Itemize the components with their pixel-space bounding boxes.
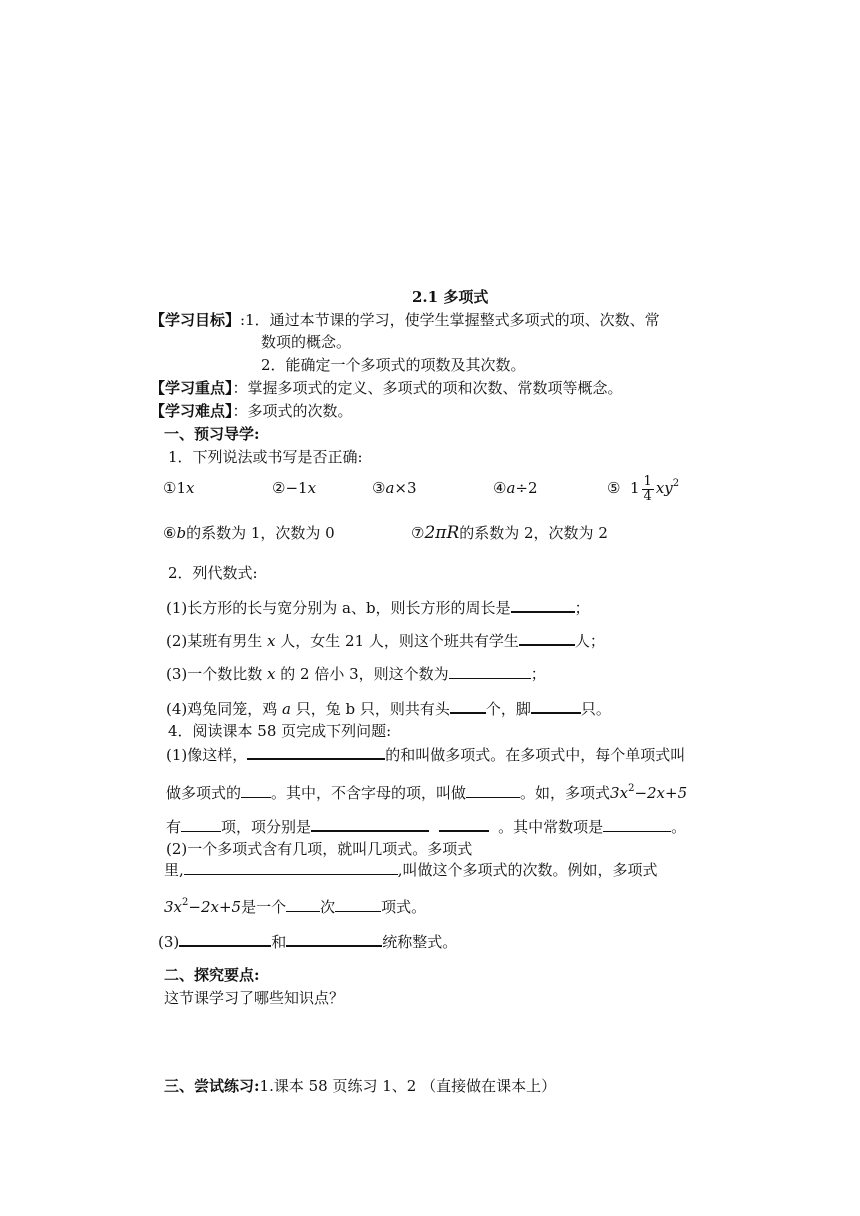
answer-blank[interactable] [181,817,221,832]
option-7: ⑦2πR的系数为 2，次数为 2 [411,523,608,543]
key-points-text: ：掌握多项式的定义、多项式的项和次数、常数项等概念。 [232,379,623,397]
q2-item-1: (1)长方形的长与宽分别为 a、b，则长方形的周长是 ； [166,599,590,617]
option-6: ⑥b的系数为 1，次数为 0 [163,524,335,542]
q2-item-3: (3)一个数比数 x 的 2 倍小 3，则这个数为 ； [166,665,546,683]
answer-blank[interactable] [511,597,575,613]
answer-blank[interactable] [449,664,531,679]
option-5: ⑤ 1 $\frac{1}{4}$ $xy^2$ [607,473,680,504]
answer-blank[interactable] [603,817,671,832]
goals-item-1: 1．通过本节课的学习，使学生掌握整式多项式的项、次数、常 [245,311,660,329]
key-points-line [150,378,623,398]
option-3: ③a×3 [372,479,417,497]
option-2: ②−1x [272,479,317,497]
answer-blank[interactable] [439,816,489,832]
answer-blank[interactable] [335,897,381,912]
option-1: ①1x [163,479,195,497]
goals-item-2: 2．能确定一个多项式的项数及其次数。 [261,356,526,374]
goals-item-1-cont: 数项的概念。 [261,333,352,351]
answer-blank[interactable] [450,698,486,714]
answer-blank[interactable] [247,744,385,760]
question-1-stem: 1．下列说法或书写是否正确: [168,448,363,466]
q4-line-7: (3) 和 统称整式。 [158,933,458,951]
answer-blank[interactable] [286,897,320,912]
answer-blank[interactable] [241,783,271,798]
answer-blank[interactable] [466,783,520,798]
answer-blank[interactable] [519,630,575,646]
q2-item-2: (2)某班有男生 x 人，女生 21 人，则这个班共有学生 人； [166,632,605,650]
difficulty-label: 【学习难点】 [150,402,233,420]
q4-line-4: (2)一个多项式含有几项，就叫几项式。多项式 [166,840,473,858]
difficulty-line [150,401,353,421]
question-2-stem: 2．列代数式: [168,564,258,582]
q4-line-5: 里, ,叫做这个多项式的次数。例如，多项式 [164,861,658,879]
answer-blank[interactable] [286,931,382,947]
fraction-one-quarter: $\frac{1}{4}$ [643,473,652,504]
goals-sep: : [240,311,246,329]
answer-blank[interactable] [184,860,398,875]
goals-line-1 [150,310,660,330]
answer-blank[interactable] [179,931,271,947]
section-2-question: 这节课学习了哪些知识点？ [164,989,345,1007]
answer-blank[interactable] [311,816,429,832]
option-4: ④a÷2 [493,479,538,497]
q4-line-1: (1)像这样， 的和叫做多项式。在多项式中，每个单项式叫 [166,746,686,764]
answer-blank[interactable] [531,698,581,714]
difficulty-text: ：多项式的次数。 [232,402,353,420]
section-3-text: 1.课本 58 页练习 1、2 （直接做在课本上） [259,1077,557,1095]
q4-line-3: 有 项，项分别是 。其中常数项是 。 [166,818,687,836]
page-title: 2.1 多项式 [412,288,489,306]
section-2-heading: 二、探究要点: [164,966,260,984]
section-3-heading: 三、尝试练习: [164,1077,260,1095]
section-1-heading: 一、预习导学: [164,425,260,443]
question-4-stem: 4．阅读课本 58 页完成下列问题: [168,722,392,740]
key-points-label: 【学习重点】 [150,379,233,397]
section-3-line [164,1076,556,1096]
q2-item-4: (4)鸡兔同笼，鸡 a 只，兔 b 只，则共有头 个，脚 只。 [166,700,611,718]
goals-label: 【学习目标】 [150,311,241,329]
q4-line-2: 做多项式的 。其中，不含字母的项，叫做 。如，多项式$3x^2-2x+5$ [166,783,688,802]
q4-line-6: $3x^2-2x+5$是一个 次 项式。 [164,897,427,916]
